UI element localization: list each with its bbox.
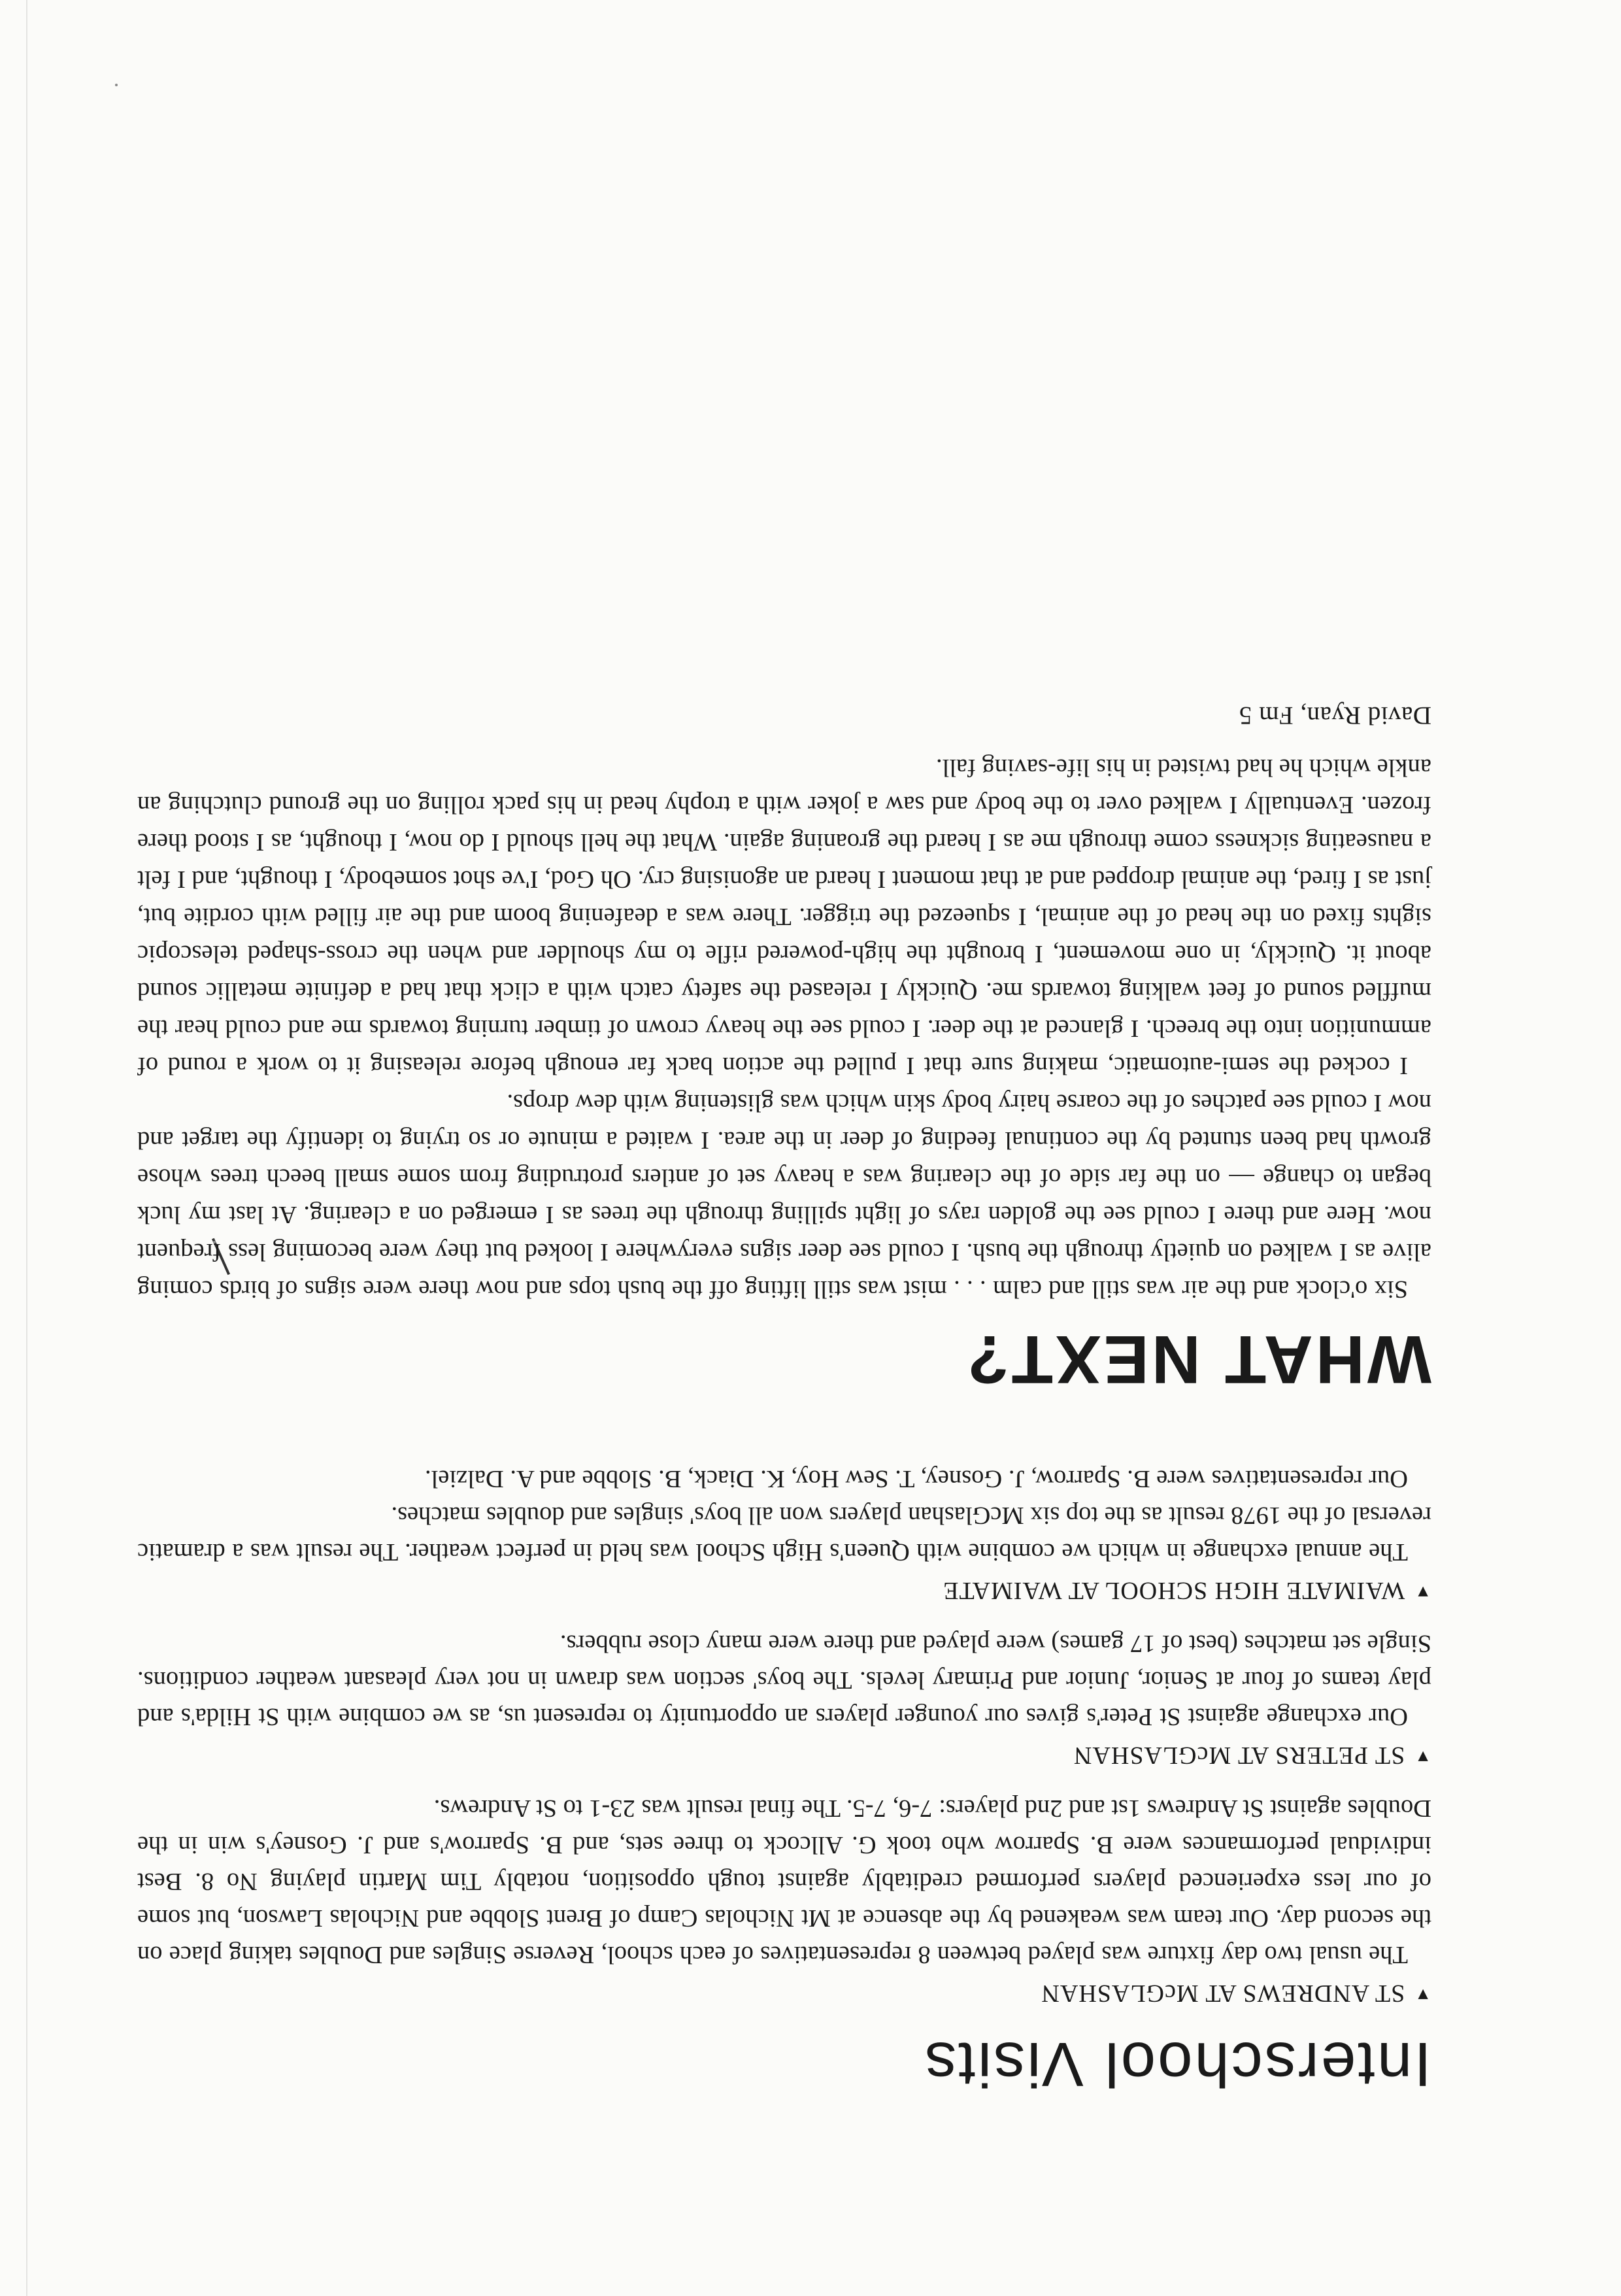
section-heading-st-peters <box>137 1739 1431 1773</box>
story-paragraph: Six o'clock and the air was still and calm . . . mist was still lifting off the bush tops and now there were signs of birds coming alive as I walked on quietly through the bush. I could see deer signs everywhere I looked but they were becoming less frequent now. Here and there I could see the golden rays of light spilling through the trees as I emerged on a clearing. At last my luck began to change — on the far side of the clearing was a heavy set of antlers protruding from some small beech trees whose growth had been stunted by the continual feeding of deer in the area. I waited a minute or so trying to identify the target and now I could see patches of the coarse hairy body skin which was glistening with dew drops. <box>137 1089 1431 1303</box>
section-body-st-andrews: The usual two day fixture was played between 8 representatives of each school, Reverse Singles and Doubles taking place on the second day. Our team was weakened by the absence at Mt Nicholas Camp of Brent Slobbe and Nicholas Lawson, but some of our less experienced players performed creditably against tough opposition, notably Tim Martin playing No 8. Best individual performances were B. Sparrow who took G. Allcock to three sets, and B. Sparrow's and J. Gosney's win in the Doubles against St Andrews 1st and 2nd players: 7-6, 7-5. The final result was 23-1 to St Andrews. <box>137 1795 1431 1968</box>
story-title: WHAT NEXT? <box>965 1321 1431 1397</box>
story-paragraph: I cocked the semi-automatic, making sure that I pulled the action back far enough before releasing it to work a round of ammunition into the breech. I glanced at the deer. I could see the heavy crown of timber turning towards me and could hear the muffled sound of feet walking towards me. Quickly I released the safety catch with a click that had a definite metallic sound about it. Quickly, in one movement, I brought the high-powered rifle to my shoulder and when the cross-shaped telescopic sights fixed on the head of the animal, I squeezed the trigger. There was a deafening boom and the air filled with cordite but, just as I fired, the animal dropped and at that moment I heard an agonising cry. Oh God, I've shot somebody, I thought, and I felt a nauseating sickness come through me as I heard the groaning again. What the hell should I do now, I thought, as I stood there frozen. Eventually I walked over to the body and saw a joker with a trophy head in his pack rolling on the ground clutching an ankle which he had twisted in his life-saving fall. <box>137 754 1431 1079</box>
section-body-waimate: The annual exchange in which we combine with Queen's High School was held in perfect weather. The result was a dramatic reversal of the 1978 result as the top six McGlashan players won all boys' singles and doubles matches. <box>137 1502 1431 1566</box>
page-column <box>137 685 1431 2152</box>
story-author: David Ryan, Fm 5 <box>1239 701 1431 730</box>
section-heading-waimate <box>137 1574 1431 1608</box>
section-body-st-peters: Our exchange against St Peter's gives our younger players an opportunity to represent us, as we combine with St Hilda's and play teams of four at Senior, Junior and Primary levels. The boys' section was drawn in not very pleasant weather conditions. Single set matches (best of 17 games) were played and there were many close rubbers. <box>137 1630 1431 1730</box>
heading-marker-icon: ▼ <box>1414 1583 1431 1602</box>
section-heading-text: WAIMATE HIGH SCHOOL AT WAIMATE <box>943 1577 1405 1604</box>
section-body-waimate-representatives: Our representatives were B. Sparrow, J. Gosney, T. Sew Hoy, K. Diack, B. Slobbe and A. Dalziel. <box>424 1465 1408 1493</box>
scan-speck <box>115 84 118 86</box>
section-heading-text: ST ANDREWS AT McGLASHAN <box>1041 1980 1405 2007</box>
page-title: Interschool Visits <box>923 2029 1431 2099</box>
heading-marker-icon: ▼ <box>1414 1747 1431 1766</box>
page-edge-line <box>26 0 27 2296</box>
section-heading-text: ST PETERS AT McGLASHAN <box>1073 1742 1405 1769</box>
heading-marker-icon: ▼ <box>1414 1985 1431 2004</box>
section-heading-st-andrews <box>137 1977 1431 2011</box>
